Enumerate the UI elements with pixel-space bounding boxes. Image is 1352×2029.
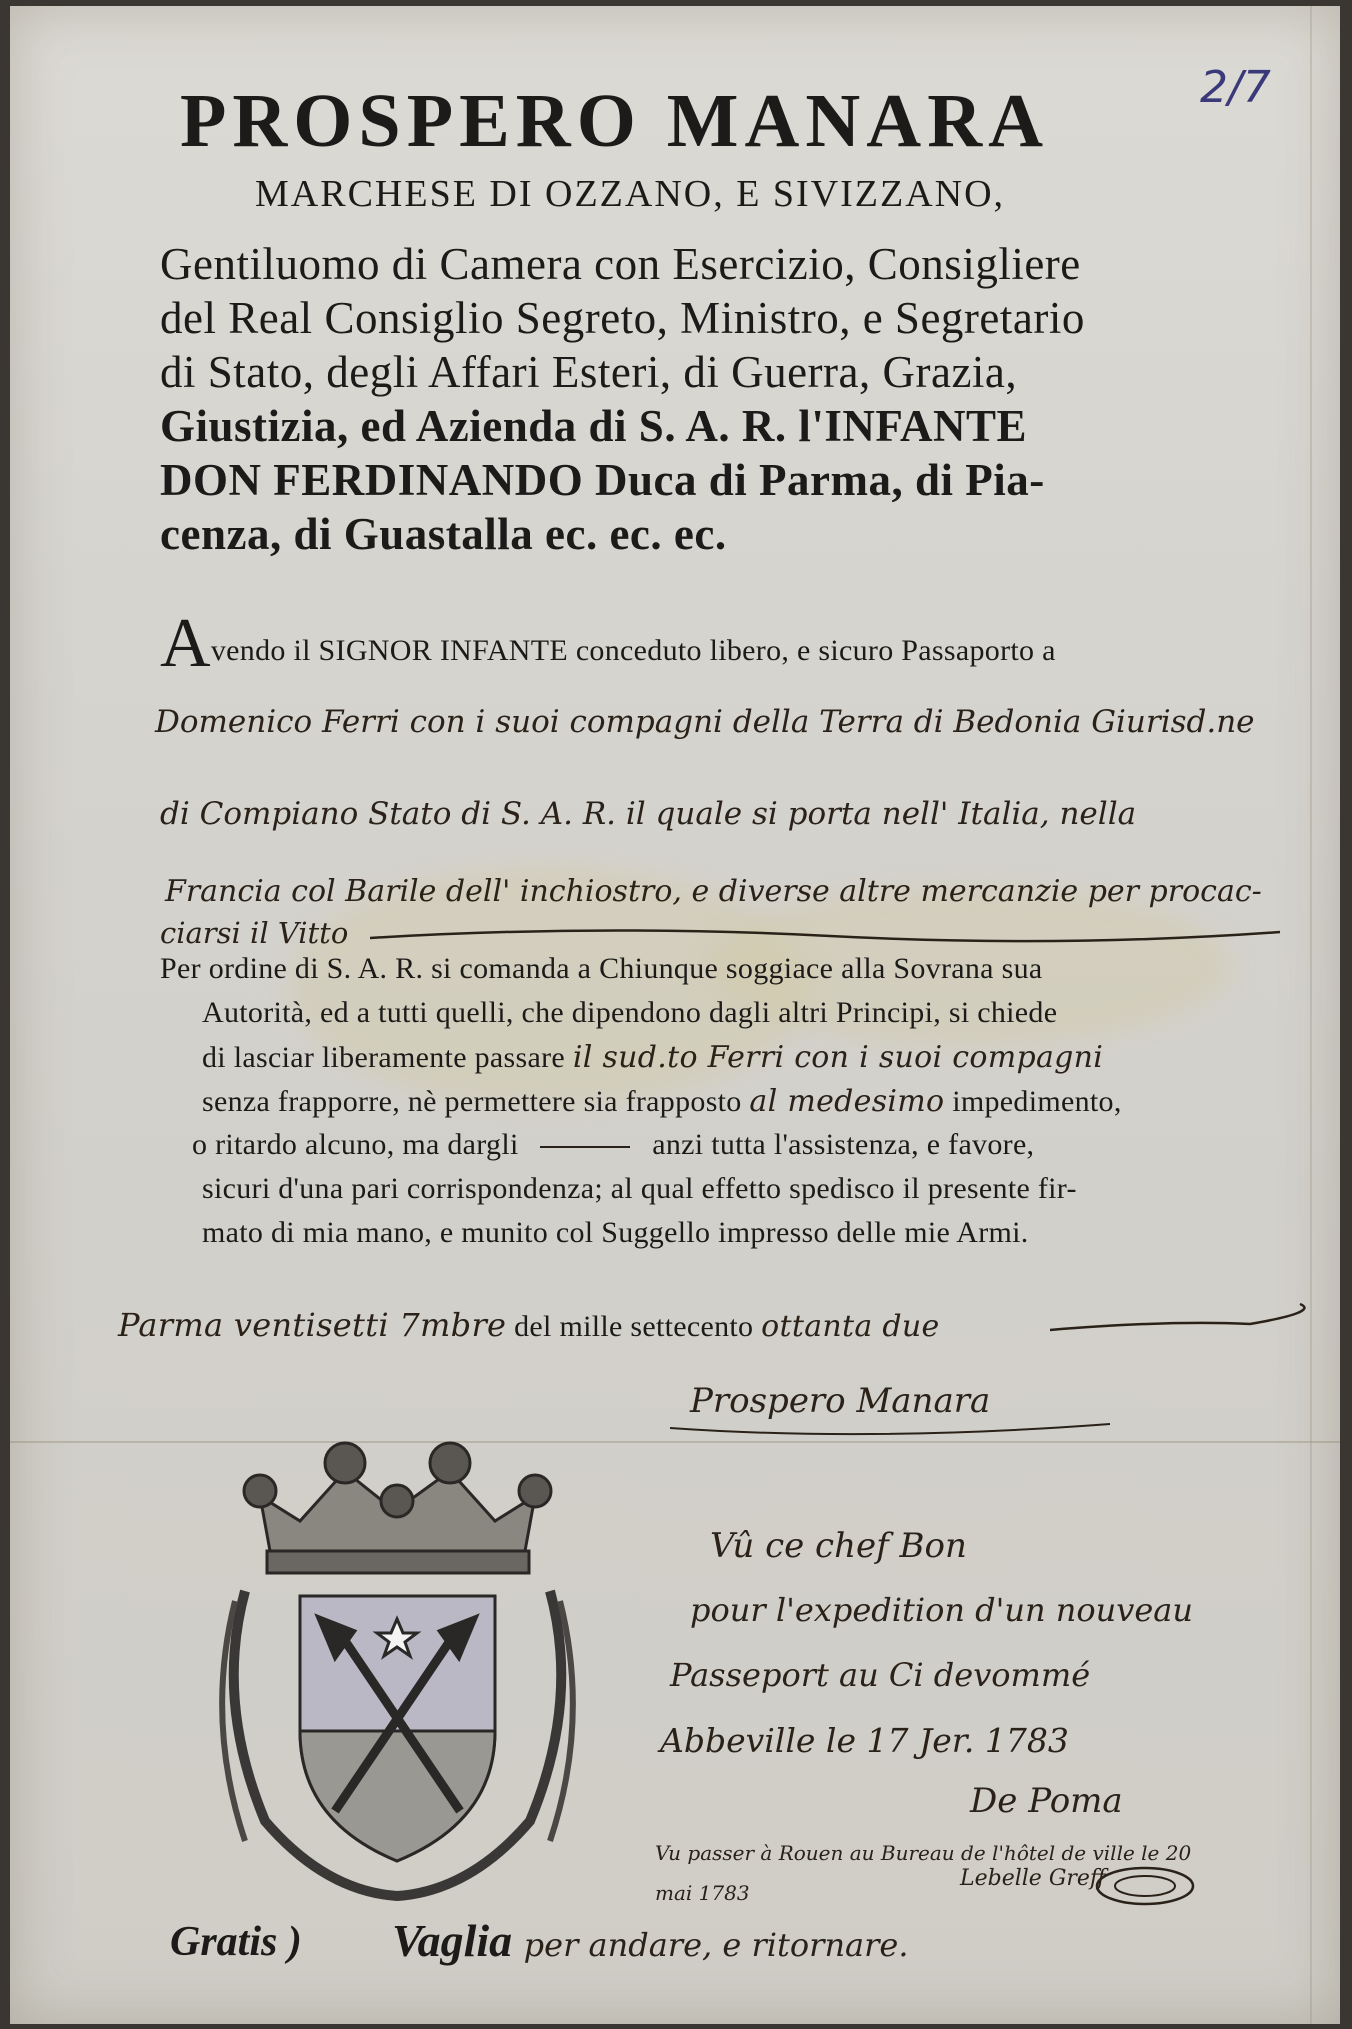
annotation-line: Vû ce chef Bon bbox=[710, 1526, 967, 1566]
order-line: sicuri d'una pari corrispondenza; al qual effetto spedisco il presente fir- bbox=[202, 1172, 1077, 1205]
order-line: Autorità, ed a tutti quelli, che dipendono dagli altri Principi, si chiede bbox=[202, 996, 1058, 1029]
order-line: Per ordine di S. A. R. si comanda a Chiunque soggiace alla Sovrana sua bbox=[160, 952, 1043, 985]
issuer-title: MARCHESE DI OZZANO, E SIVIZZANO, bbox=[255, 173, 1006, 215]
issuer-name: PROSPERO MANARA bbox=[180, 79, 1049, 163]
title-line: DON FERDINANDO Duca di Parma, di Pia- bbox=[160, 455, 1045, 505]
rouen-date: mai 1783 bbox=[655, 1881, 750, 1905]
paraph-flourish bbox=[1090, 1861, 1200, 1911]
date-line bbox=[118, 1306, 940, 1344]
fold-line bbox=[1310, 6, 1312, 2024]
intro-line bbox=[160, 604, 1056, 684]
order-line: mato di mia mano, e munito col Suggello impresso delle mie Armi. bbox=[202, 1216, 1029, 1249]
title-line: Giustizia, ed Azienda di S. A. R. l'INFANTE bbox=[160, 401, 1028, 451]
annotation-signature: De Poma bbox=[970, 1781, 1123, 1821]
sheet-number: 2/7 bbox=[1200, 62, 1271, 113]
handwritten-line: ciarsi il Vitto bbox=[160, 916, 349, 950]
annotation-line: Abbeville le 17 Jer. 1783 bbox=[660, 1721, 1069, 1760]
intro-text: vendo il SIGNOR INFANTE conceduto libero, e sicuro Passaporto a bbox=[210, 634, 1056, 667]
drop-cap: A bbox=[160, 605, 211, 682]
gratis-label: Gratis ) bbox=[170, 1919, 302, 1965]
date-printed: del mille settecento bbox=[514, 1310, 754, 1343]
rouen-signature: Lebelle Greff bbox=[960, 1866, 1106, 1891]
filler-flourish bbox=[370, 918, 1290, 948]
title-line: del Real Consiglio Segreto, Ministro, e Segretario bbox=[160, 293, 1085, 343]
order-line bbox=[202, 1040, 1103, 1075]
title-line: di Stato, degli Affari Esteri, di Guerra, Grazia, bbox=[160, 347, 1018, 397]
passport-document bbox=[10, 6, 1340, 2024]
date-handwritten: Parma ventisetti 7mbre bbox=[118, 1306, 507, 1344]
handwritten-line: Francia col Barile dell' inchiostro, e diverse altre mercanzie per procac- bbox=[165, 874, 1262, 909]
date-flourish bbox=[1050, 1302, 1330, 1342]
rouen-note: Vu passer à Rouen au Bureau de l'hôtel de ville le 20 bbox=[655, 1841, 1192, 1865]
handwritten-line: di Compiano Stato di S. A. R. il quale si porta nell' Italia, nella bbox=[160, 796, 1137, 832]
annotation-line: Passeport au Ci devommé bbox=[670, 1656, 1091, 1694]
handwritten-line: Domenico Ferri con i suoi compagni della Terra di Bedonia Giurisd.ne bbox=[155, 704, 1255, 740]
vaglia-handwritten: per andare, e ritornare. bbox=[523, 1926, 909, 1964]
annotation-line: pour l'expedition d'un nouveau bbox=[690, 1591, 1193, 1629]
order-text: anzi tutta l'assistenza, e favore, bbox=[652, 1128, 1035, 1161]
vaglia-line bbox=[392, 1914, 909, 1967]
order-text: impedimento, bbox=[952, 1085, 1122, 1118]
title-line: cenza, di Guastalla ec. ec. ec. bbox=[160, 509, 727, 559]
signature-flourish bbox=[670, 1416, 1130, 1446]
handwritten-insert: il sud.to Ferri con i suoi compagni bbox=[572, 1040, 1104, 1075]
order-text: o ritardo alcuno, ma dargli bbox=[192, 1128, 519, 1161]
title-line: Gentiluomo di Camera con Esercizio, Consigliere bbox=[160, 239, 1081, 289]
coat-of-arms-engraving bbox=[205, 1401, 590, 1901]
order-text: di lasciar liberamente passare bbox=[202, 1041, 565, 1074]
order-line bbox=[202, 1084, 1122, 1119]
order-text: senza frapporre, nè permettere sia frapposto bbox=[202, 1085, 742, 1118]
date-handwritten: ottanta due bbox=[761, 1309, 940, 1344]
order-line bbox=[192, 1128, 1034, 1162]
filler-stroke bbox=[540, 1146, 630, 1148]
signature: Prospero Manara bbox=[690, 1381, 991, 1421]
handwritten-insert: al medesimo bbox=[749, 1084, 945, 1119]
vaglia-label: Vaglia bbox=[392, 1915, 513, 1966]
